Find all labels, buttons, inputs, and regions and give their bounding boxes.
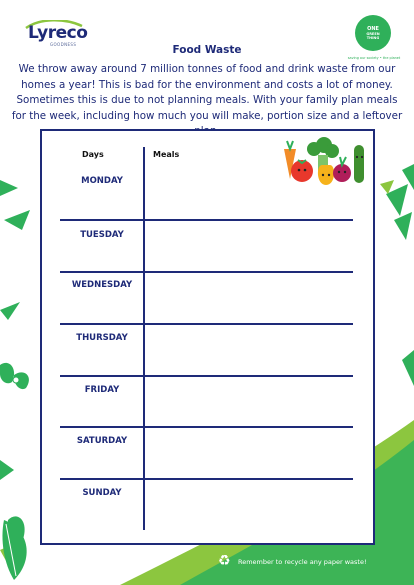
day-label-saturday: SATURDAY: [76, 436, 128, 446]
day-label-thursday: THURSDAY: [76, 333, 128, 343]
row-divider: [60, 375, 353, 377]
intro-paragraph: We throw away around 7 million tonnes of food and drink waste from our homes a year! This is bad for the environment and costs a lot of money. Sometimes this is due to not planning meals. With your family plan meals for the week, including how much you will make, portion size and a leftover: [11, 63, 403, 122]
day-label-friday: FRIDAY: [84, 385, 120, 395]
badge-line-2: GREEN: [366, 32, 380, 36]
day-label-wednesday: WEDNESDAY: [71, 280, 133, 290]
day-label-tuesday: TUESDAY: [80, 230, 124, 240]
badge-line-1: ONE: [367, 26, 379, 32]
row-divider: [60, 426, 353, 428]
leaf-decorations-right: [372, 160, 414, 460]
row-divider: [60, 219, 353, 221]
footer-recycle-note: Remember to recycle any paper waste!: [238, 558, 367, 566]
page-title: Food Waste: [172, 44, 242, 56]
badge-tagline: saving our society • the planet: [347, 56, 401, 60]
lyreco-logo: Lyreco GOODNESS: [20, 20, 88, 50]
meals-column-header: Meals: [153, 150, 180, 159]
day-label-monday: MONDAY: [81, 176, 123, 186]
vegetables-illustration: [278, 135, 370, 187]
row-divider: [60, 271, 353, 273]
badge-line-3: THING: [366, 36, 380, 40]
butterfly-icon: [0, 363, 29, 389]
leaf-icon: [0, 520, 40, 585]
row-divider: [60, 323, 353, 325]
row-divider: [60, 478, 353, 480]
day-label-sunday: SUNDAY: [82, 488, 122, 498]
days-column-header: Days: [82, 150, 104, 159]
recycle-icon: ♻: [218, 553, 231, 569]
